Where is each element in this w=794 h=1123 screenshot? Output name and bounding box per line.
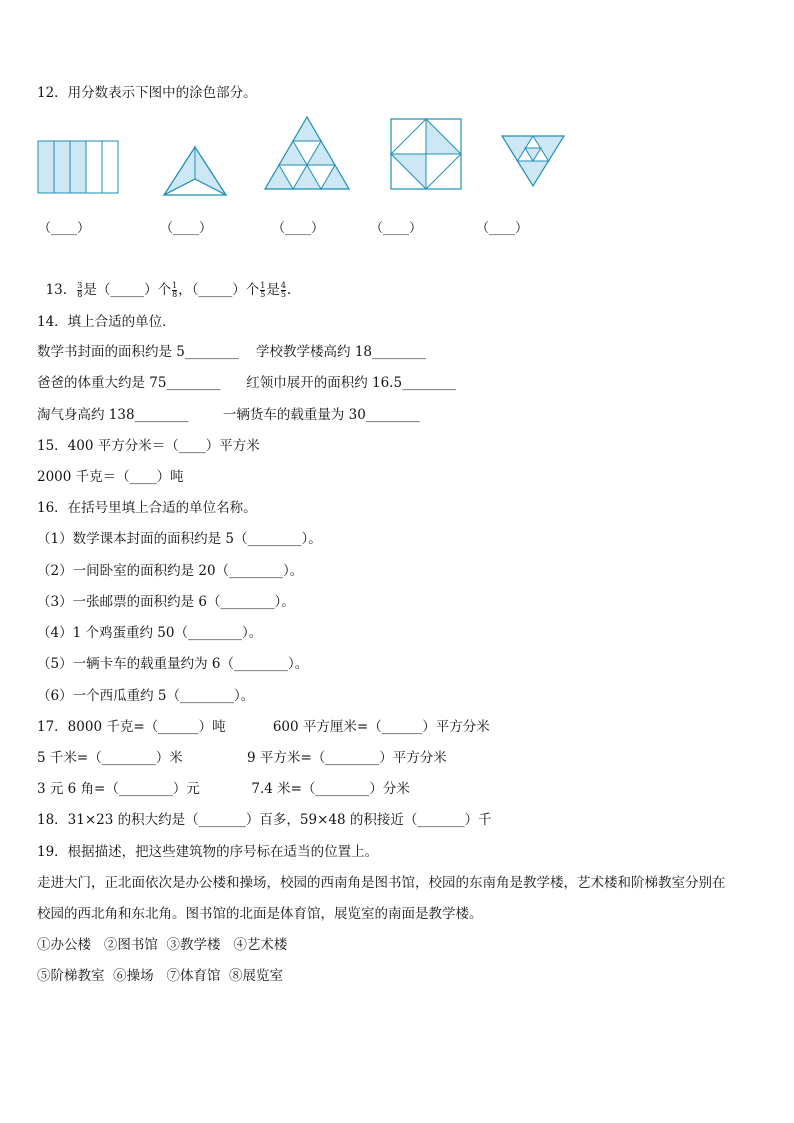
q15-line-1: 15．400 平方分米＝（____）平方米	[37, 438, 260, 454]
fraction-3-8: $\frac{3}{8}$	[77, 281, 83, 299]
strip-5	[102, 141, 118, 193]
q16-item-5: （5）一辆卡车的载重量约为 6（________）。	[37, 656, 309, 672]
q12-title: 12．用分数表示下图中的涂色部分。	[37, 85, 257, 101]
figure-inverted-triangle	[500, 134, 566, 188]
q19-desc-1: 走进大门，正北面依次是办公楼和操场，校园的西南角是图书馆，校园的东南角是教学楼，艺术楼和阶梯教室分别在	[37, 875, 726, 891]
strip-3	[70, 141, 86, 193]
q16-item-1: （1）数学课本封面的面积约是 5（________）。	[37, 531, 322, 547]
q17-row-2: 5 千米=（________）米 9 平方米=（________）平方分米	[37, 750, 447, 766]
q13-text-2: ，（_____）个	[178, 282, 260, 298]
strip-4	[86, 141, 102, 193]
q16-item-4: （4）1 个鸡蛋重约 50（________）。	[37, 625, 263, 641]
q12-blank-5[interactable]: （____）	[476, 221, 529, 236]
q17-row-3: 3 元 6 角=（________）元 7.4 米=（________）分米	[37, 781, 410, 797]
q16-item-6: （6）一个西瓜重约 5（________）。	[37, 688, 255, 704]
q19-options-2: ⑤阶梯教室 ⑥操场 ⑦体育馆 ⑧展览室	[37, 968, 284, 984]
q12-blank-4[interactable]: （____）	[370, 221, 423, 236]
q17-row-1: 17．8000 千克=（______）吨 600 平方厘米=（______）平方分米	[37, 719, 490, 735]
strip-2	[54, 141, 70, 193]
q14-row-1: 数学书封面的面积约是 5________ 学校教学楼高约 18________	[37, 344, 427, 360]
fraction-1-8: $\frac{1}{8}$	[172, 281, 178, 299]
q12-blank-2[interactable]: （____）	[160, 221, 213, 236]
figure-triangle-center	[162, 145, 228, 197]
figure-rectangle-strips	[37, 140, 119, 194]
q13-prefix: 13．	[45, 282, 77, 298]
fraction-4-5: $\frac{4}{5}$	[280, 281, 286, 299]
figure-triangle-grid	[264, 115, 350, 191]
q14-title: 14．填上合适的单位．	[37, 314, 176, 330]
q13-line	[37, 263, 291, 299]
q12-blank-3[interactable]: （____）	[272, 221, 325, 236]
q13-text-3: 是	[266, 282, 280, 298]
q13-text-1: 是（_____）个	[83, 282, 172, 298]
fraction-1-5: $\frac{1}{5}$	[260, 281, 266, 299]
q18-line: 18．31×23 的积大约是（_______）百多，59×48 的积接近（_______）千	[37, 812, 492, 828]
q19-title: 19．根据描述，把这些建筑物的序号标在适当的位置上。	[37, 844, 379, 860]
figure-square-diamond	[390, 118, 462, 190]
q14-row-3: 淘气身高约 138________ 一辆货车的载重量为 30________	[37, 407, 420, 423]
q19-options-1: ①办公楼 ②图书馆 ③教学楼 ④艺术楼	[37, 937, 288, 953]
q15-line-2: 2000 千克＝（____）吨	[37, 469, 184, 485]
q13-text-4: .	[286, 282, 292, 298]
q16-title: 16．在括号里填上合适的单位名称。	[37, 500, 257, 516]
q14-row-2: 爸爸的体重大约是 75________ 红领巾展开的面积约 16.5________	[37, 375, 457, 391]
q16-item-3: （3）一张邮票的面积约是 6（________）。	[37, 594, 295, 610]
q16-item-2: （2）一间卧室的面积约是 20（________）。	[37, 563, 304, 579]
q19-desc-2: 校园的西北角和东北角。图书馆的北面是体育馆，展览室的南面是教学楼。	[37, 906, 483, 922]
strip-1	[38, 141, 54, 193]
q12-blank-1[interactable]: （____）	[38, 221, 91, 236]
